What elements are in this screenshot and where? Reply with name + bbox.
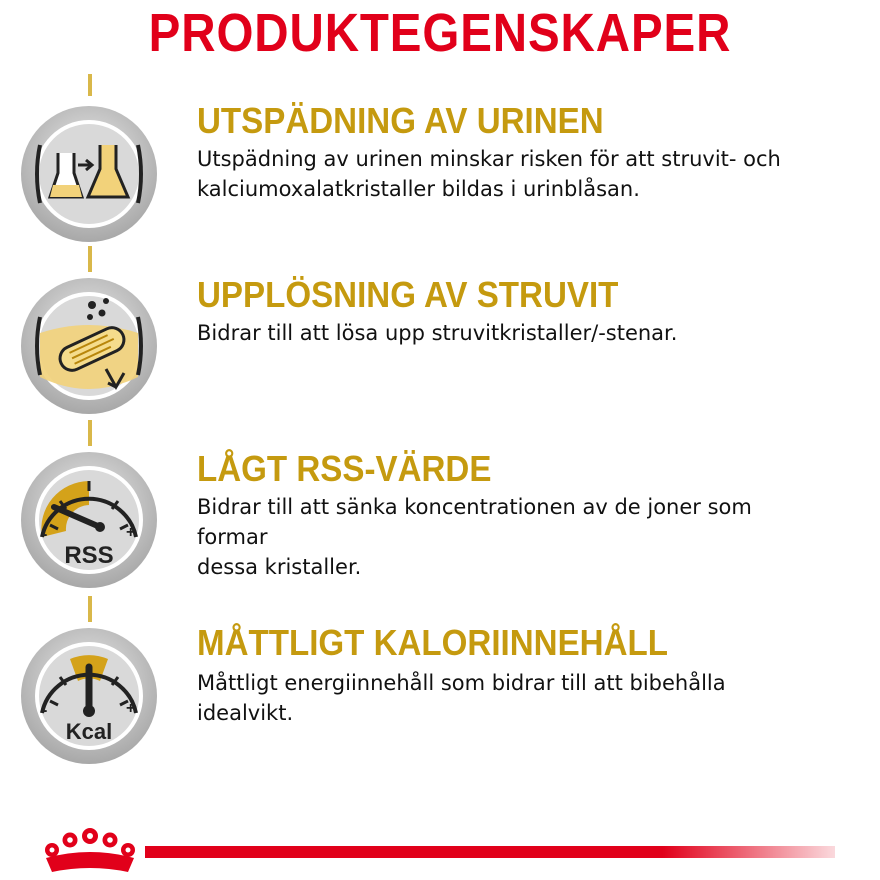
timeline-segment xyxy=(88,420,92,446)
feature-line: idealvikt. xyxy=(197,701,294,725)
rss-gauge-icon xyxy=(20,451,158,589)
feature-line: Utspädning av urinen minskar risken för att struvit- och xyxy=(197,147,781,171)
gauge-label: Kcal xyxy=(65,719,113,744)
royal-canin-crown-icon xyxy=(38,826,138,876)
feature-description xyxy=(197,668,857,728)
kcal-gauge-icon xyxy=(20,627,158,765)
feature-title: UPPLÖSNING AV STRUVIT xyxy=(197,274,619,315)
feature-title: MÅTTLIGT KALORIINNEHÅLL xyxy=(197,622,668,663)
timeline-segment xyxy=(88,246,92,272)
footer-brand-line xyxy=(145,846,835,858)
feature-title: UTSPÄDNING AV URINEN xyxy=(197,100,604,141)
feature-title: LÅGT RSS-VÄRDE xyxy=(197,448,492,489)
gauge-plus: + xyxy=(126,524,136,541)
feature-line: Bidrar till att lösa upp struvitkristaller/-stenar. xyxy=(197,321,678,345)
feature-line: formar xyxy=(197,525,268,549)
feature-line: dessa kristaller. xyxy=(197,555,362,579)
struvite-dissolution-icon xyxy=(20,277,158,415)
timeline-segment xyxy=(88,74,92,96)
feature-line: Måttligt energiinnehåll som bidrar till att bibehålla xyxy=(197,671,726,695)
feature-description xyxy=(197,318,857,348)
feature-description xyxy=(197,144,857,204)
gauge-label: RSS xyxy=(64,542,114,569)
timeline-segment xyxy=(88,596,92,622)
urine-dilution-flask-icon xyxy=(20,105,158,243)
gauge-plus: + xyxy=(126,700,136,717)
feature-line: kalciumoxalatkristaller bildas i urinblåsan. xyxy=(197,177,640,201)
page-title: PRODUKTEGENSKAPER xyxy=(148,3,732,63)
gauge-minus: - xyxy=(42,526,48,543)
gauge-minus: - xyxy=(42,702,48,719)
feature-description xyxy=(197,492,857,582)
feature-line: Bidrar till att sänka koncentrationen av de joner som xyxy=(197,495,752,519)
